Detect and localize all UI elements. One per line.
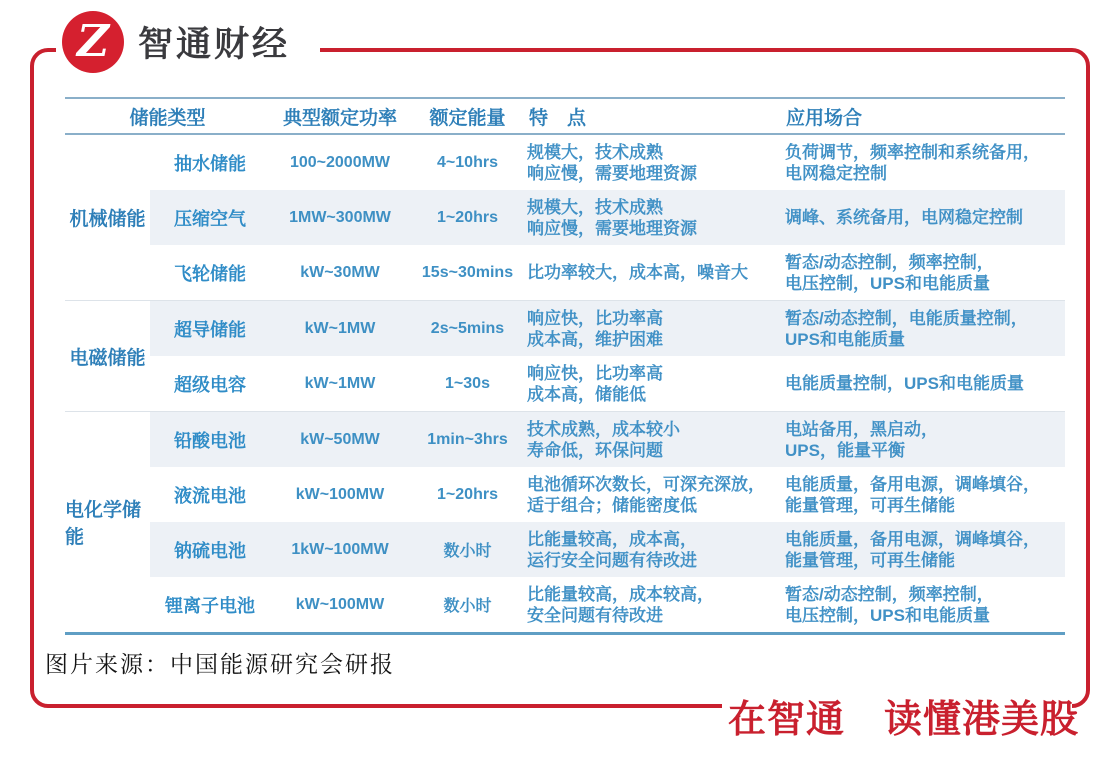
table-group <box>65 411 1065 632</box>
brand-name: 智通财经 <box>138 25 291 64</box>
header-applications: 应用场合 <box>786 107 863 129</box>
table-row <box>150 301 1065 356</box>
header-storage-type: 储能类型 <box>129 107 206 129</box>
applications-cell: 负荷调节，频率控制和系统备用， 电网稳定控制 <box>785 142 1040 183</box>
features-cell: 比能量较高，成本较高， 安全问题有待改进 <box>527 584 714 625</box>
features-cell: 技术成熟，成本较小 寿命低，环保问题 <box>527 419 680 460</box>
applications-cell: 暂态/动态控制，电能质量控制， UPS和电能质量 <box>785 308 1028 349</box>
power-cell: 100~2000MW <box>289 153 391 171</box>
header-features: 特 点 <box>529 107 587 129</box>
table-group <box>65 300 1065 411</box>
type-cell: 抽水储能 <box>174 153 246 174</box>
power-cell: 1MW~300MW <box>289 208 391 226</box>
features-cell: 电池循环次数长，可深充深放， 适于组合；储能密度低 <box>527 474 765 515</box>
power-cell: kW~100MW <box>295 485 385 503</box>
features-cell: 比功率较大，成本高，噪音大 <box>527 263 748 282</box>
zhitong-logo <box>62 11 290 73</box>
applications-cell: 暂态/动态控制，频率控制， 电压控制，UPS和电能质量 <box>785 252 994 293</box>
features-cell: 规模大，技术成熟 响应慢，需要地理资源 <box>527 197 697 238</box>
energy-cell: 1min~3hrs <box>427 430 508 448</box>
table-row <box>150 245 1065 300</box>
storage-table <box>65 97 1065 635</box>
applications-cell: 电能质量控制，UPS和电能质量 <box>785 374 1024 393</box>
type-cell: 飞轮储能 <box>174 263 246 284</box>
table-header-row <box>65 97 1065 135</box>
energy-cell: 数小时 <box>443 543 492 560</box>
image-source-caption: 图片来源：中国能源研究会研报 <box>45 652 395 677</box>
group-rows <box>150 301 1065 411</box>
power-cell: kW~1MW <box>304 374 376 392</box>
applications-cell: 电能质量，备用电源，调峰填谷， 能量管理，可再生储能 <box>785 474 1040 515</box>
applications-cell: 调峰、系统备用，电网稳定控制 <box>785 208 1023 227</box>
energy-cell: 4~10hrs <box>437 153 498 171</box>
applications-cell: 暂态/动态控制，频率控制， 电压控制，UPS和电能质量 <box>785 584 994 625</box>
zhitong-logo-icon <box>62 11 124 73</box>
type-cell: 超级电容 <box>174 374 246 395</box>
type-cell: 钠硫电池 <box>174 540 246 561</box>
energy-cell: 1~20hrs <box>437 485 498 503</box>
table-row <box>150 522 1065 577</box>
type-cell: 超导储能 <box>174 319 246 340</box>
table-group <box>65 135 1065 300</box>
type-cell: 锂离子电池 <box>165 595 255 616</box>
energy-cell: 2s~5mins <box>430 319 505 337</box>
category-cell: 机械储能 <box>69 209 146 230</box>
power-cell: kW~30MW <box>300 263 380 281</box>
category-cell: 电磁储能 <box>69 347 146 369</box>
logo-letter: Z <box>76 16 110 67</box>
applications-cell: 电站备用，黑启动， UPS，能量平衡 <box>785 419 938 460</box>
power-cell: kW~100MW <box>295 595 385 613</box>
table-row <box>150 190 1065 245</box>
group-rows <box>150 135 1065 300</box>
features-cell: 比能量较高，成本高， 运行安全问题有待改进 <box>527 529 697 570</box>
category-cell: 电化学储能 <box>65 500 142 548</box>
type-cell: 铅酸电池 <box>174 430 246 451</box>
table-row <box>150 467 1065 522</box>
table-row <box>150 356 1065 411</box>
power-cell: kW~1MW <box>304 319 376 337</box>
group-rows <box>150 412 1065 632</box>
header-rated-energy: 额定能量 <box>429 107 506 129</box>
header-rated-power: 典型额定功率 <box>282 107 397 129</box>
table-row <box>150 135 1065 190</box>
energy-cell: 数小时 <box>443 598 492 615</box>
features-cell: 响应快，比功率高 成本高，储能低 <box>527 363 663 404</box>
energy-cell: 1~30s <box>445 374 490 392</box>
energy-cell: 15s~30mins <box>421 263 514 281</box>
features-cell: 规模大，技术成熟 响应慢，需要地理资源 <box>527 142 697 183</box>
type-cell: 液流电池 <box>174 485 246 506</box>
storage-table-body <box>65 135 1065 635</box>
features-cell: 响应快，比功率高 成本高，维护困难 <box>527 308 663 349</box>
energy-cell: 1~20hrs <box>437 208 498 226</box>
power-cell: 1kW~100MW <box>291 540 389 558</box>
applications-cell: 电能质量，备用电源，调峰填谷， 能量管理，可再生储能 <box>785 529 1040 570</box>
table-row <box>150 577 1065 632</box>
brand-slogan: 在智通 读懂港美股 <box>728 699 1080 741</box>
type-cell: 压缩空气 <box>174 208 246 229</box>
table-row <box>150 412 1065 467</box>
power-cell: kW~50MW <box>300 430 380 448</box>
